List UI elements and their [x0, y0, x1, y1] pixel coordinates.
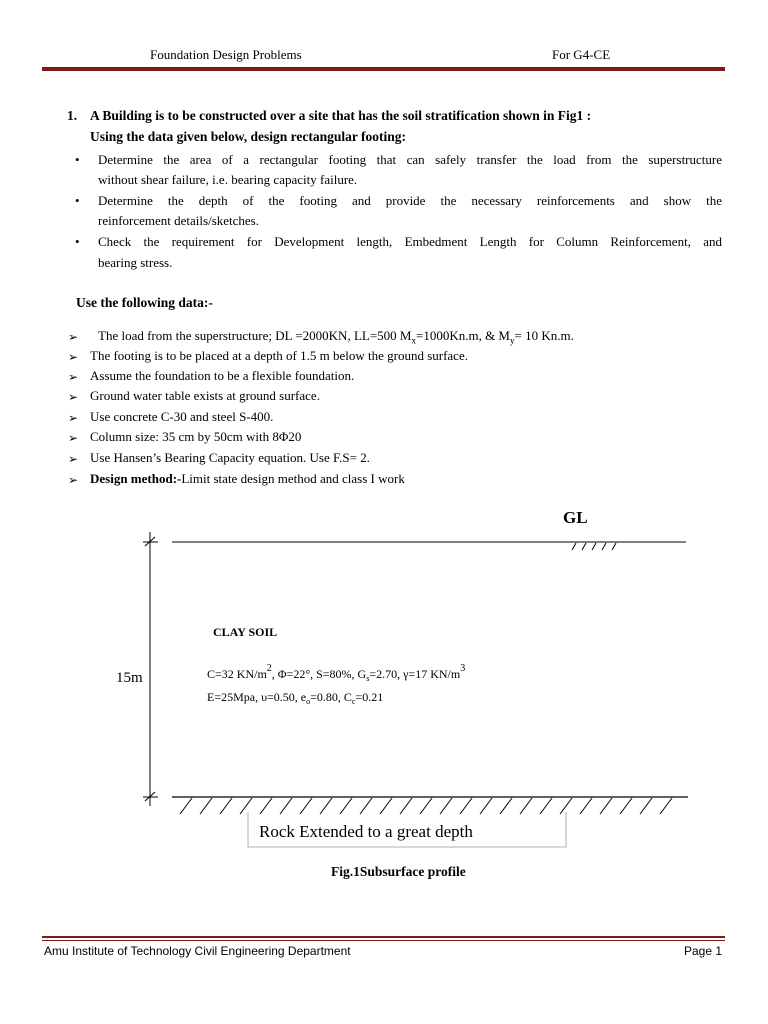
arrow-bullet-icon: ➢: [68, 411, 79, 425]
rock-hatch-mark: [320, 798, 332, 814]
rock-hatch-mark: [560, 798, 572, 814]
header-course: For G4-CE: [552, 47, 611, 62]
arrow-bullet-icon: ➢: [68, 452, 79, 466]
rock-hatch-mark: [540, 798, 552, 814]
question-instruction: Using the data given below, design rectangular footing:: [90, 129, 407, 144]
footer-rule-thin: [42, 940, 725, 941]
rock-hatch-mark: [520, 798, 532, 814]
depth-label: 15m: [116, 670, 143, 686]
bullet-item-3-line1: Check the requirement for Development length, Embedment Length for Column Reinforcement, and: [98, 234, 722, 249]
rock-hatch-mark: [440, 798, 452, 814]
rock-hatch-mark: [300, 798, 312, 814]
rock-hatch-mark: [580, 798, 592, 814]
bullet-item-2-line2: reinforcement details/sketches.: [98, 213, 259, 228]
rock-hatch-mark: [400, 798, 412, 814]
arrow-bullet-icon: ➢: [68, 473, 79, 487]
rock-hatch-mark: [200, 798, 212, 814]
footer-institution: Amu Institute of Technology Civil Engineering Department: [44, 944, 351, 958]
data-item-materials: Use concrete C-30 and steel S-400.: [90, 409, 274, 424]
subsurface-profile-diagram: [0, 500, 768, 850]
data-item-depth: The footing is to be placed at a depth of 1.5 m below the ground surface.: [90, 348, 468, 363]
arrow-bullet-icon: ➢: [68, 350, 79, 364]
rock-hatch-mark: [420, 798, 432, 814]
soil-type-label: CLAY SOIL: [213, 625, 278, 639]
page-number: Page 1: [684, 944, 723, 958]
rock-hatch-mark: [360, 798, 372, 814]
figure-caption: Fig.1Subsurface profile: [331, 864, 466, 879]
soil-properties-line2: E=25Mpa, υ=0.50, $e_o=0.80$, $C_c=0.21$: [207, 690, 384, 706]
rock-hatch-mark: [180, 798, 192, 814]
data-item-column: Column size: 35 cm by 50cm with 8Φ20: [90, 429, 302, 444]
rock-hatch-mark: [340, 798, 352, 814]
data-item-load: The load from the superstructure; DL =2000KN, LL=500 $M_x=1000Kn.m$, & $M_y= 10$ Kn.m.: [98, 328, 574, 346]
rock-hatch-mark: [600, 798, 612, 814]
footer-rule: [42, 936, 725, 938]
rock-hatch-mark: [280, 798, 292, 814]
arrow-bullet-icon: ➢: [68, 330, 79, 344]
question-number: 1.: [67, 108, 78, 123]
rock-hatch-mark: [240, 798, 252, 814]
rock-hatch-mark: [660, 798, 672, 814]
bullet-marker: •: [75, 152, 80, 167]
data-item-flexible: Assume the foundation to be a flexible foundation.: [90, 368, 355, 383]
data-item-bearing-capacity: Use Hansen’s Bearing Capacity equation. Use F.S= 2.: [90, 450, 370, 465]
bullet-item-2-line1: Determine the depth of the footing and provide the necessary reinforcements and show the: [98, 193, 722, 208]
arrow-bullet-icon: ➢: [68, 431, 79, 445]
rock-hatch-mark: [480, 798, 492, 814]
header-rule: [42, 67, 725, 71]
ground-hatch: [572, 543, 616, 550]
ground-level-label: GL: [563, 508, 588, 527]
rock-label: Rock Extended to a great depth: [259, 822, 473, 841]
bullet-item-3-line2: bearing stress.: [98, 255, 173, 270]
header-title: Foundation Design Problems: [150, 47, 302, 62]
rock-hatch-mark: [460, 798, 472, 814]
rock-hatch-mark: [640, 798, 652, 814]
arrow-bullet-icon: ➢: [68, 370, 79, 384]
soil-properties-line1: C=32 $KN/m^2$, Φ=22°, S=80%, $G_s=2.70$, γ=17 $KN/m^3$: [207, 663, 466, 683]
rock-hatch-mark: [500, 798, 512, 814]
arrow-bullet-icon: ➢: [68, 390, 79, 404]
bullet-marker: •: [75, 234, 80, 249]
bullet-item-1-line1: Determine the area of a rectangular footing that can safely transfer the load from the superstructure: [98, 152, 722, 167]
rock-hatch-mark: [220, 798, 232, 814]
data-item-design-method: Design method:-Limit state design method and class I work: [90, 471, 405, 486]
rock-hatch-mark: [380, 798, 392, 814]
bullet-item-1-line2: without shear failure, i.e. bearing capacity failure.: [98, 172, 358, 187]
bullet-marker: •: [75, 193, 80, 208]
rock-hatch-mark: [260, 798, 272, 814]
question-statement: A Building is to be constructed over a site that has the soil stratification shown in Fig1 :: [90, 108, 592, 123]
rock-hatch: [180, 798, 672, 814]
data-item-water-table: Ground water table exists at ground surface.: [90, 388, 320, 403]
data-heading: Use the following data:-: [76, 295, 213, 310]
rock-hatch-mark: [620, 798, 632, 814]
